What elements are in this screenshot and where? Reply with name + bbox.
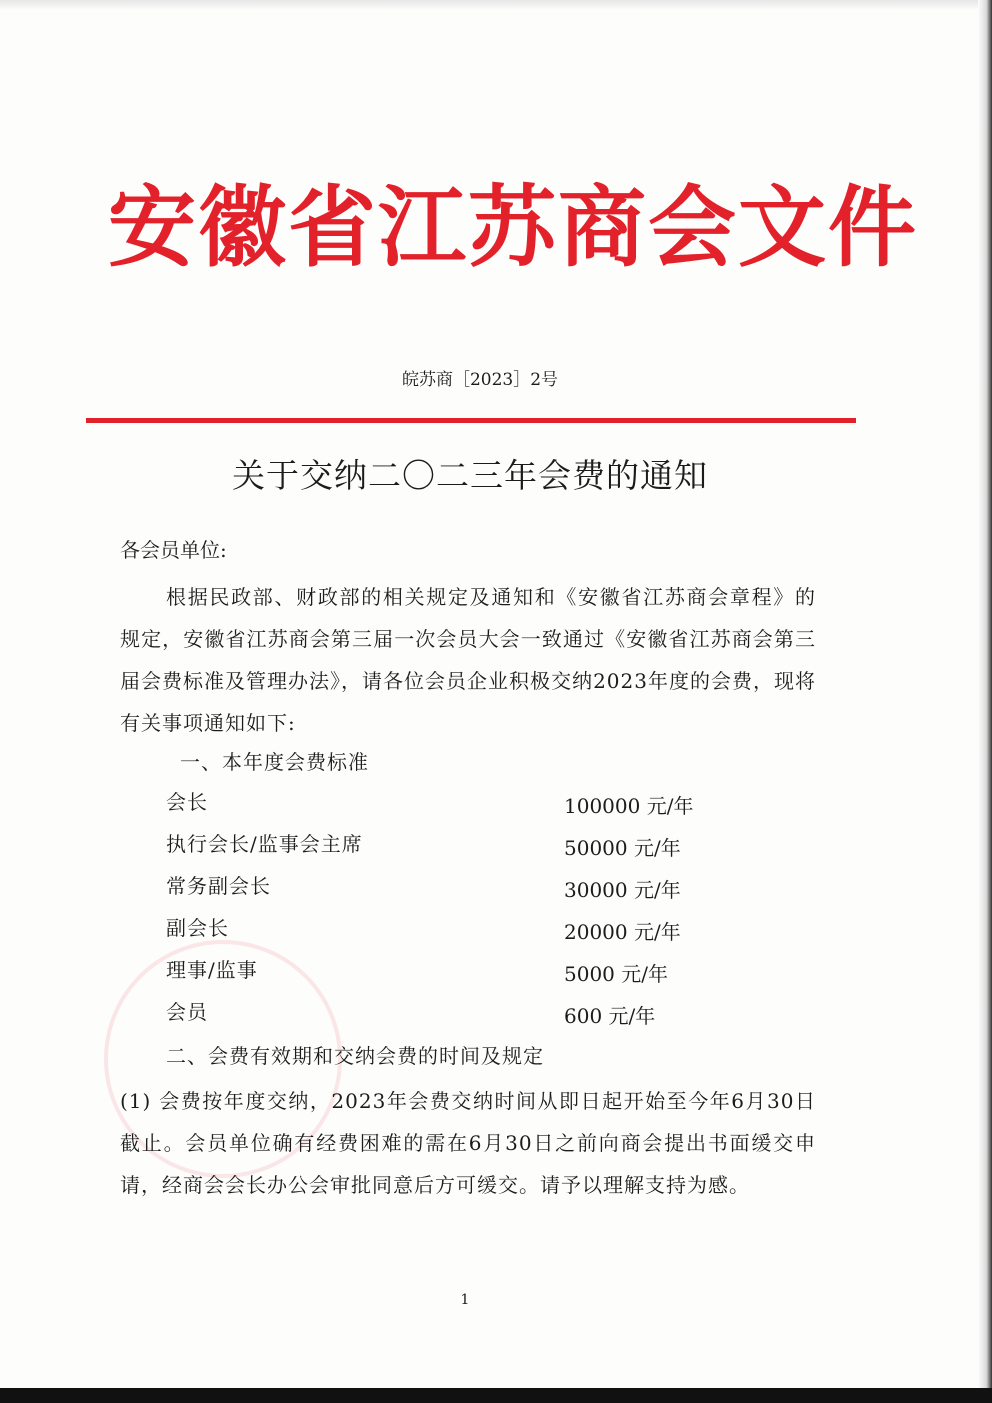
fee-row xyxy=(166,830,726,872)
fee-amount: 5000 元/年 xyxy=(564,962,668,986)
intro-paragraph: 根据民政部、财政部的相关规定及通知和《安徽省江苏商会章程》的规定，安徽省江苏商会第三届一次会员大会一致通过《安徽省江苏商会第三届会费标准及管理办法》，请各位会员企业积极交纳2023年度的会费，现将有关事项通知如下: xyxy=(120,585,816,735)
fee-row xyxy=(166,914,726,956)
fee-role: 理事/监事 xyxy=(166,958,258,982)
fee-amount: 20000 元/年 xyxy=(564,920,681,944)
fee-role: 会长 xyxy=(166,790,208,814)
addressee: 各会员单位: xyxy=(120,538,227,562)
section-2-item-1: (1) 会费按年度交纳，2023年会费交纳时间从即日起开始至今年6月30日截止。会员单位确有经费困难的需在6月30日之前向商会提出书面缓交申请，经商会会长办公会审批同意后方可缓交。请予以理解支持为感。 xyxy=(120,1089,816,1197)
scan-edge-top xyxy=(0,0,992,10)
fee-row xyxy=(166,872,726,914)
scan-edge-right xyxy=(978,0,992,1403)
fee-role: 会员 xyxy=(166,1000,208,1024)
fee-table xyxy=(166,788,726,1040)
scan-edge-bottom xyxy=(0,1388,992,1403)
notice-title: 关于交纳二〇二三年会费的通知 xyxy=(232,456,708,495)
fee-row xyxy=(166,998,726,1040)
fee-amount: 50000 元/年 xyxy=(564,836,681,860)
fee-role: 执行会长/监事会主席 xyxy=(166,832,363,856)
section-2-heading: 二、会费有效期和交纳会费的时间及规定 xyxy=(166,1044,544,1068)
organization-title: 安徽省江苏商会文件 xyxy=(108,176,919,279)
fee-amount: 600 元/年 xyxy=(564,1004,656,1028)
fee-role: 副会长 xyxy=(166,916,229,940)
fee-role: 常务副会长 xyxy=(166,874,271,898)
section-1-heading: 一、本年度会费标准 xyxy=(180,750,369,774)
document-number: 皖苏商［2023］2号 xyxy=(401,370,559,390)
page-number: 1 xyxy=(460,1292,470,1308)
red-divider-line xyxy=(86,418,856,423)
fee-row xyxy=(166,956,726,998)
fee-row xyxy=(166,788,726,830)
fee-amount: 100000 元/年 xyxy=(564,794,694,818)
fee-amount: 30000 元/年 xyxy=(564,878,681,902)
